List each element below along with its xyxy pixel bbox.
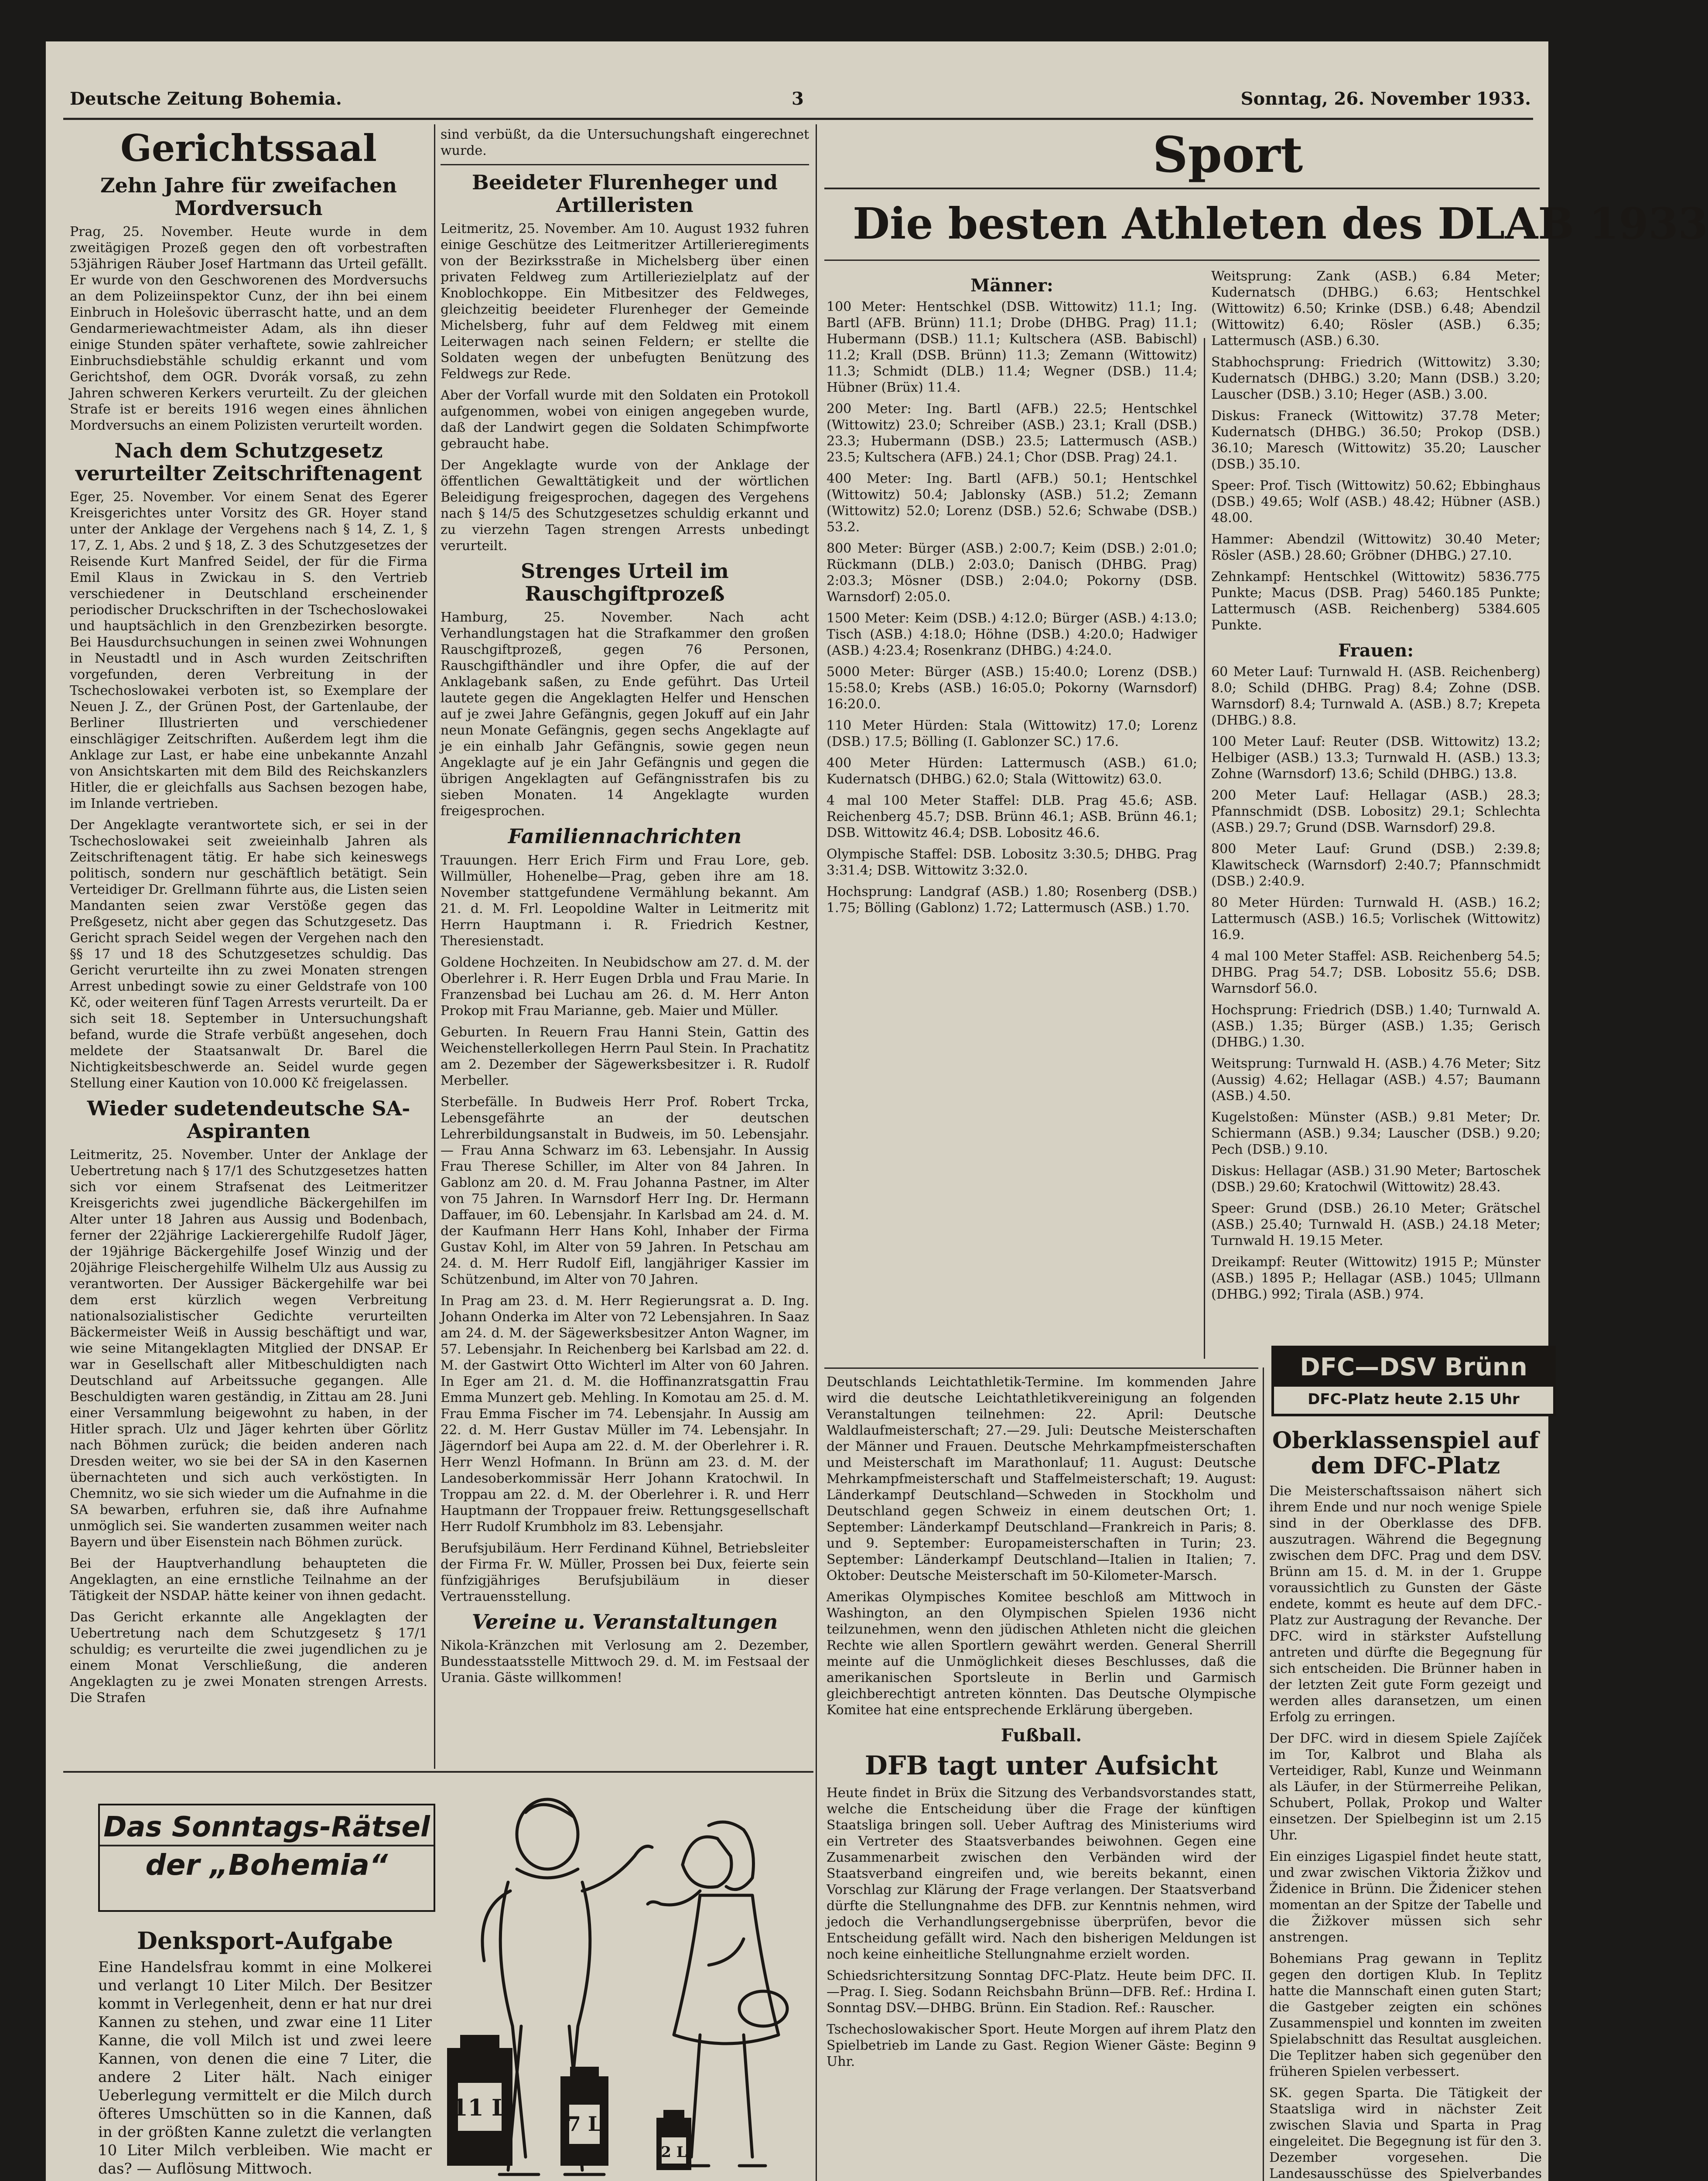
result-line: 80 Meter Hürden: Turnwald H. (ASB.) 16.2; Lattermusch (ASB.) 16.5; Vorlischek (Wittowitz) 16.9. (1211, 895, 1541, 943)
events-text: Nikola-Kränzchen mit Verlosung am 2. Dezember, Bundesstaatsstelle Mittwoch 29. d. M. im Festsaal der Urania. Gäste willkommen! (441, 1638, 809, 1686)
article-body: Das Gericht erkannte alle Angeklagten der Uebertretung nach dem Schutzgesetz § 17/1 schuldig; es verurteilte die zwei jugendlichen zu je einem Monat Verschließung, die anderen Angeklagten zu je zwei Monaten strengen Arrests. Die Strafen (70, 1610, 427, 1706)
league-text: Bohemians Prag gewann in Teplitz gegen den dortigen Klub. In Teplitz hatte die Mannschaft einen guten Start; die Gastgeber zeigten ein schönes Zusammenspiel und konnten im zweiten Spielabschnitt das Resultat ausgleichen. Die Teplitzer haben sich gegenüber den früheren Spielen verbessert. (1269, 1951, 1542, 2080)
result-line: 5000 Meter: Bürger (ASB.) 15:40.0; Lorenz (DSB.) 15:58.0; Krebs (ASB.) 16:05.0; Pokorny (Warnsdorf) 16:20.0. (827, 664, 1197, 712)
article-body: Hamburg, 25. November. Nach acht Verhandlungstagen hat die Strafkammer den großen Rauschgiftprozeß, gegen 76 Personen, Rauschgifthändler und ihre Opfer, die auf der Anklagebank saßen, zu Ende geführt. Das Urteil lautete gegen die Angeklagten Helfer und Henschen auf je zwei Jahre Gefängnis, gegen Jokuff auf ein Jahr neun Monate Gefängnis, gegen sechs Angeklagte auf je ein einhalb Jahr Gefängnis, sowie gegen neun Angeklagte auf je ein Jahr Gefängnis und gegen die übrigen Angeklagten auf Gefängnisstrafen bis zu sieben Monaten. 14 Angeklagte wurden freigesprochen. (441, 610, 809, 819)
section-rule (63, 1771, 813, 1773)
puzzle-task-text: Eine Handelsfrau kommt in eine Molkerei und verlangt 10 Liter Milch. Der Besitzer kommt in Verlegenheit, denn er hat nur drei Kannen zu stehen, und zwar eine 11 Liter Kanne, die voll Milch ist und zwei leere Kannen, von denen die eine 7 Liter, die andere 2 Liter hält. Nach einiger Ueberlegung vermittelt er die Milch durch öfteres Umschütten so in die Kannen, daß in der größten Kanne zuletzt die verlangten 10 Liter Milch verbleiben. Wie macht er das? — Auflösung Mittwoch. (98, 1959, 432, 2178)
article-title: Beeideter Flurenheger und Artilleristen (471, 171, 778, 217)
puzzle-task-title: Denksport-Aufgabe (137, 1927, 393, 1955)
article-title: Zehn Jahre für zweifachen Mordversuch (100, 174, 397, 220)
events-title: Vereine u. Veranstaltungen (471, 1610, 778, 1634)
football-headline: DFB tagt unter Aufsicht (864, 1750, 1218, 1781)
column-rule (1263, 1367, 1264, 2181)
article-body: Der Angeklagte verantwortete sich, er sei in der Tschechoslowakei seit zweieinhalb Jahren als Zeitschriftenagent tätig. Er habe sich keineswegs politisch, sondern nur geschäftlich betätigt. Sein Verteidiger Dr. Grellmann führte aus, die Listen seien Mandanten seien zwar Verstöße gegen das Preßgesetz, nicht aber gegen das Schutzgesetz. Das Gericht sprach Seidel wegen der Vergehen nach den §§ 17 und 18 des Schutzgesetzes schuldig. Das Gericht verurteilte ihn zu zwei Monaten strengen Arrest unbedingt sowie zu einer Geldstrafe von 100 Kč, oder weiteren fünf Tagen Arrests verurteilt. Da er sich seit 18. September in Untersuchungshaft befand, wurde die Strafe verbüßt angesehen, doch meldete der Staatsanwalt Dr. Barel die Nichtigkeitsbeschwerde an. Seidel wurde gegen Stellung einer Kaution von 10.000 Kč freigelassen. (70, 817, 427, 1091)
article-title: Wieder sudetendeutsche SA-Aspiranten (87, 1097, 410, 1143)
result-line: Speer: Prof. Tisch (Wittowitz) 50.62; Ebbinghaus (DSB.) 49.65; Wolf (ASB.) 48.42; Hübner (ASB.) 48.00. (1211, 478, 1541, 526)
women-heading: Frauen: (1338, 640, 1414, 661)
puzzle-text-column (98, 1921, 432, 2181)
header-rule (63, 118, 1533, 120)
article-body: Leitmeritz, 25. November. Am 10. August 1932 fuhren einige Geschütze des Leitmeritzer Artillerieregiments von der Bezirksstraße in Michelsberg über einen privaten Feldweg zum Artilleriezielplatz auf der Knoblochkoppe. Ein Mitbesitzer des Feldweges, gleichzeitig beeideter Flurenheger der Gemeinde Michelsberg, fuhr auf dem Feldweg mit einem Leiterwagen nach seinen Feldern; er stellte die Soldaten wegen der unbefugten Benützung des Feldwegs zur Rede. (441, 221, 809, 382)
sport-rule (824, 188, 1540, 189)
article-body: Leitmeritz, 25. November. Unter der Anklage der Uebertretung nach § 17/1 des Schutzgesetzes hatten sich vor einem Strafsenat des Leitmeritzer Kreisgerichts zwei jugendliche Bäckergehilfen im Alter unter 18 Jahren aus Aussig und Bodenbach, ferner der 22jährige Lackierergehilfe Rudolf Jäger, der 19jährige Bäckergehilfe Josef Winzig und der 20jährige Fleischergehilfe Wilhelm Ulz aus Aussig zu verantworten. Der Aussiger Bäckergehilfe war bei dem erst kürzlich wegen Verbreitung nationalsozialistischer Gedichte verurteilten Bäckermeister Weiß in Aussig beschäftigt und war, wie seine Mitangeklagten Mitglied der DNSAP. Er war in Gesellschaft aller Mitbeschuldigten nach Deutschland auf Arbeitssuche gegangen. Alle Beschuldigten waren geständig, in Zittau am 28. Juni einer Versammlung beigewohnt zu haben, in der Hitler sprach. Ulz und Jäger kehrten über Görlitz nach Böhmen zurück; die beiden anderen nach Dresden weiter, wo sie bei der SA in den Kasernen übernachteten und sich auch verköstigten. In Chemnitz, wo sie sich wieder um die Aufnahme in die SA bewarben, erfuhren sie, daß ihre Aufnahme unmöglich sei. Sie wanderten zusammen weiter nach Bayern und über Eisenstein nach Böhmen zurück. (70, 1147, 427, 1550)
issue-date: Sonntag, 26. November 1933. (1240, 89, 1531, 109)
family-news-text: In Prag am 23. d. M. Herr Regierungsrat a. D. Ing. Johann Onderka im Alter von 72 Lebensjahren. In Saaz am 24. d. M. der Sägewerksbesitzer Anton Wagner, im 57. Lebensjahr. In Reichenberg bei Karlsbad am 22. d. M. der Gastwirt Otto Wichterl im Alter von 60 Jahren. In Eger am 21. d. M. die Hoffinanzratsgattin Frau Emma Munzert geb. Mehling. In Komotau am 25. d. M. Frau Emma Fischer im 74. Lebensjahr. In Aussig am 22. d. M. Herr Gustav Müller im 74. Lebensjahr. In Jägerndorf bei Aupa am 22. d. M. der Oberlehrer i. R. Herr Wenzl Hofmann. In Brünn am 23. d. M. der Landesoberkommissär Herr Johann Kratochwil. In Troppau am 22. d. M. der Oberlehrer i. R. und Herr Hauptmann der Troppauer freiw. Rettungsgesellschaft Herr Rudolf Krumbholz im 83. Lebensjahr. (441, 1293, 809, 1535)
column-rule (1204, 338, 1205, 1359)
article-body: Aber der Vorfall wurde mit den Soldaten ein Protokoll aufgenommen, wobei von einigen angegeben wurde, daß der Landwirt gegen die Soldaten Schimpfworte gebraucht habe. (441, 388, 809, 452)
article-body: Bei der Hauptverhandlung behaupteten die Angeklagten, an eine ernstliche Teilnahme an der Tätigkeit der NSDAP. hätte keiner von ihnen gedacht. (70, 1556, 427, 1604)
result-line: 800 Meter: Bürger (ASB.) 2:00.7; Keim (DSB.) 2:01.0; Rückmann (DLB.) 2:03.0; Danisch (DHBG. Prag) 2:03.3; Mösner (DSB.) 2:04.0; Pokorny (DSB. Warnsdorf) 2:05.0. (827, 541, 1197, 605)
league-text: SK. gegen Sparta. Die Tätigkeit der Staatsliga wird in nächster Zeit zwischen Slavia und Sparta in Prag eingeleitet. Die Begegnung ist für den 3. Dezember vorgesehen. Die Landesausschüsse des Spielverbandes (1269, 2085, 1542, 2181)
paper-name: Deutsche Zeitung Bohemia. (70, 89, 342, 109)
section-rule (824, 1367, 1258, 1369)
result-line: 60 Meter Lauf: Turnwald H. (ASB. Reichenberg) 8.0; Schild (DHBG. Prag) 8.4; Zohne (DSB. Warnsdorf) 8.4; Turnwald A. (ASB.) 8.7; Krepeta (DHBG.) 8.8. (1211, 664, 1541, 728)
court-column (70, 126, 427, 1767)
league-text: Die Meisterschaftssaison nähert sich ihrem Ende und nur noch wenige Spiele sind in der Oberklasse des DFB. auszutragen. Während die Begegnung zwischen dem DFC. Prag und dem DSV. Brünn am 15. d. M. in der 1. Gruppe voraussichtlich zu Gunsten der Gäste endete, kommt es heute auf dem DFC.-Platz zur Austragung der Revanche. Der DFC. wird in stärkster Aufstellung antreten und dürfte die Begegnung für sich entscheiden. Die Brünner haben in der letzten Zeit gute Form gezeigt und werden alles daransetzen, um einen Erfolg zu erringen. (1269, 1484, 1542, 1725)
football-text: Tschechoslowakischer Sport. Heute Morgen auf ihrem Platz den Spielbetrieb im Lande zu Gast. Region Wiener Gäste: Beginn 9 Uhr. (827, 2022, 1256, 2070)
family-news-text: Sterbefälle. In Budweis Herr Prof. Robert Trcka, Lebensgefährte an der deutschen Lehrerbildungsanstalt in Budweis, im 50. Lebensjahr. — Frau Anna Schwarz im 63. Lebensjahr. In Aussig Frau Therese Schiller, im Alter von 84 Jahren. In Gablonz am 20. d. M. Frau Johanna Pastner, im Alter von 75 Jahren. In Warnsdorf Herr Ing. Dr. Hermann Daffauer, im 60. Lebensjahr. In Karlsbad am 24. d. M. der Kaufmann Herr Hans Kohl, Inhaber der Firma Gustav Kohl, im Alter von 59 Jahren. In Petschau am 24. d. M. Herr Rudolf Eifl, langjähriger Kassier im Schützenbund, im Alter von 70 Jahren. (441, 1094, 809, 1287)
article-body: Prag, 25. November. Heute wurde in dem zweitägigen Prozeß gegen den oft vorbestraften 53jährigen Räuber Josef Hartmann das Urteil gefällt. Er wurde von den Geschworenen des Mordversuchs an dem Polizeiinspektor Cunz, der ihn bei einem Einbruch in Holešovic überrascht hatte, und an dem Gendarmeriewachtmeister Adam, als ihn dieser einige Stunden später verhaftete, sowie zahlreicher Einbruchsdiebstähle schuldig erkannt und vom Gerichtshof, dem OGR. Dvorák vorsaß, zu zehn Jahren schweren Kerkers verurteilt. Zu der gleichen Strafe ist er bereits 1916 wegen eines ähnlichen Mordversuchs an einem Polizisten verurteilt worden. (70, 224, 427, 434)
result-line: 400 Meter: Ing. Bartl (AFB.) 50.1; Hentschkel (Wittowitz) 50.4; Jablonsky (ASB.) 51.2; Zemann (Wittowitz) 52.0; Lorenz (DSB.) 52.6; Schwabe (DSB.) 53.2. (827, 471, 1197, 535)
league-column (1269, 1422, 1542, 2181)
court-section-title: Gerichtssaal (120, 126, 377, 170)
result-line: Olympische Staffel: DSB. Lobositz 3:30.5; DHBG. Prag 3:31.4; DSB. Wittowitz 3:32.0. (827, 847, 1197, 878)
result-line: Dreikampf: Reuter (Wittowitz) 1915 P.; Münster (ASB.) 1895 P.; Hellagar (ASB.) 1045; Ullmann (DHBG.) 992; Tirala (ASB.) 974. (1211, 1255, 1541, 1302)
result-line: Stabhochsprung: Friedrich (Wittowitz) 3.30; Kudernatsch (DHBG.) 3.20; Mann (DSB.) 3.20; Lauscher (DSB.) 3.10; Heger (ASB.) 3.00. (1211, 355, 1541, 402)
newspaper-page (46, 41, 1708, 2181)
league-text: Der DFC. wird in diesem Spiele Zajíček im Tor, Kalbrot und Blaha als Verteidiger, Rabl, Kunze und Weinmann als Läufer, in der Stürmerreihe Pelikan, Schubert, Pollak, Prokop und Walter einsetzen. Der Spielbeginn ist um 2.15 Uhr. (1269, 1731, 1542, 1843)
can-11-label: 11 L (452, 2095, 508, 2121)
men-heading: Männer: (970, 275, 1053, 296)
puzzle-title: Das Sonntags-Rätsel (103, 1811, 430, 1843)
sport-news-column (827, 1374, 1256, 2181)
football-text: Heute findet in Brüx die Sitzung des Verbandsvorstandes statt, welche die Entscheidung über die Frage der künftigen Staatsliga bringen soll. Ueber Auftrag des Ministeriums wird ein Vertreter des Staatsverbandes beiwohnen. Gegen eine Zusammenarbeit zwischen den Verbänden wird der Staatsverband eingreifen und, wie bereits bekannt, einen Vorschlag zur Klärung der Frage verlangen. Der Staatsverband dürfte die Stellungnahme des DFB. zur Kenntnis nehmen, wird jedoch die Verhandlungsergebnisse überprüfen, bevor die Entscheidung gefällt wird. Nach den bisherigen Meldungen ist noch keine einheitliche Stellungnahme erzielt worden. (827, 1785, 1256, 1962)
result-line: Hammer: Abendzil (Wittowitz) 30.40 Meter; Rösler (ASB.) 28.60; Gröbner (DHBG.) 27.10. (1211, 532, 1541, 563)
continued-text: sind verbüßt, da die Untersuchungshaft eingerechnet wurde. (441, 127, 809, 158)
article-title: Strenges Urteil im Rauschgiftprozeß (521, 559, 729, 605)
result-line: 100 Meter: Hentschkel (DSB. Wittowitz) 11.1; Ing. Bartl (AFB. Brünn) 11.1; Drobe (DHBG. Prag) 11.1; Hubermann (DSB.) 11.1; Kultschera (ASB. Babischl) 11.2; Krall (DSB. Brünn) 11.3; Zemann (Wittowitz) 11.3; Schmidt (DLB.) 11.4; Wegner (DSB.) 11.4; Hübner (Brüx) 11.4. (827, 299, 1197, 395)
result-line: Diskus: Franeck (Wittowitz) 37.78 Meter; Kudernatsch (DHBG.) 36.50; Prokop (DSB.) 36.10; Maresch (Wittowitz) 35.20; Lauscher (DSB.) 35.10. (1211, 408, 1541, 472)
article-rule (441, 164, 809, 165)
result-line: 110 Meter Hürden: Stala (Wittowitz) 17.0; Lorenz (DSB.) 17.5; Bölling (I. Gablonzer SC.) 17.6. (827, 718, 1197, 749)
ad-match-title: DFC—DSV Brünn (1274, 1348, 1553, 1387)
result-line: 4 mal 100 Meter Staffel: DLB. Prag 45.6; ASB. Reichenberg 45.7; DSB. Brünn 46.1; ASB. Brünn 46.1; DSB. Wittowitz 46.4; DSB. Lobositz 46.6. (827, 793, 1197, 841)
match-advertisement (1271, 1346, 1556, 1416)
can-2-label: 2 L (661, 2143, 687, 2161)
result-line: Weitsprung: Turnwald H. (ASB.) 4.76 Meter; Sitz (Aussig) 4.62; Hellagar (ASB.) 4.57; Baumann (ASB.) 4.50. (1211, 1056, 1541, 1104)
result-line: Zehnkampf: Hentschkel (Wittowitz) 5836.775 Punkte; Macus (DSB. Prag) 5460.185 Punkte; Lattermusch (ASB. Reichenberg) 5384.605 Punkte. (1211, 569, 1541, 633)
result-line: 200 Meter Lauf: Hellagar (ASB.) 28.3; Pfannschmidt (DSB. Lobositz) 29.1; Schlechta (ASB.) 29.7; Grund (DSB. Warnsdorf) 29.8. (1211, 788, 1541, 835)
result-line: 400 Meter Hürden: Lattermusch (ASB.) 61.0; Kudernatsch (DHBG.) 62.0; Stala (Wittowitz) 63.0. (827, 755, 1197, 787)
article-title: Nach dem Schutzgesetz verurteilter Zeitschriftenagent (75, 439, 422, 485)
article-body: Der Angeklagte wurde von der Anklage der öffentlichen Gewalttätigkeit und der wörtlichen Beleidigung freigesprochen, dagegen des Vergehens nach § 14/5 des Schutzgesetzes schuldig erkannt und zu vierzehn Tagen strengen Arrests unbedingt verurteilt. (441, 458, 809, 554)
result-line: 100 Meter Lauf: Reuter (DSB. Wittowitz) 13.2; Helbiger (ASB.) 13.3; Turnwald H. (ASB.) 13.3; Zohne (Warnsdorf) 13.6; Schild (DHBG.) 13.8. (1211, 734, 1541, 782)
puzzle-subtitle: der „Bohemia“ (145, 1848, 388, 1882)
league-headline: Oberklassenspiel auf dem DFC-Platz (1272, 1427, 1539, 1480)
family-news-text: Goldene Hochzeiten. In Neubidschow am 27. d. M. der Oberlehrer i. R. Herr Eugen Drbla und Frau Marie. In Franzensbad bei Luchau am 26. d. M. Herr Anton Prokop mit Frau Marianne, geb. Maier und Müller. (441, 954, 809, 1019)
sport-news-text: Amerikas Olympisches Komitee beschloß am Mittwoch in Washington, an den Olympischen Spielen 1936 nicht teilzunehmen, wenn den jüdischen Athleten nicht die gleichen Rechte wie allen Sportlern gewährt werden. General Sherrill meinte auf die Unmöglichkeit dieses Beschlusses, daß die amerikanischen Sportsleute in Berlin und Garmisch gleichberechtigt antreten könnten. Das Deutsche Olympische Komitee hat eine entsprechende Erklärung übergeben. (827, 1590, 1256, 1718)
result-line: 1500 Meter: Keim (DSB.) 4:12.0; Bürger (ASB.) 4:13.0; Tisch (ASB.) 4:18.0; Höhne (DSB.) 4:20.0; Hadwiger (ASB.) 4:23.4; Rosenkranz (DHBG.) 4:24.0. (827, 611, 1197, 658)
family-news-title: Familiennachrichten (508, 824, 742, 848)
result-line: 4 mal 100 Meter Staffel: ASB. Reichenberg 54.5; DHBG. Prag 54.7; DSB. Lobositz 55.6; DSB. Warnsdorf 56.0. (1211, 949, 1541, 996)
result-line: Speer: Grund (DSB.) 26.10 Meter; Grätschel (ASB.) 25.40; Turnwald H. (ASB.) 24.18 Meter; Turnwald H. 19.15 Meter. (1211, 1201, 1541, 1248)
result-line: Hochsprung: Landgraf (ASB.) 1.80; Rosenberg (DSB.) 1.75; Bölling (Gablonz) 1.72; Lattermusch (ASB.) 1.70. (827, 884, 1197, 916)
result-line: 800 Meter Lauf: Grund (DSB.) 2:39.8; Klawitscheck (Warnsdorf) 2:40.7; Pfannschmidt (DSB.) 2:40.9. (1211, 841, 1541, 889)
results-column-women (1211, 268, 1541, 1333)
result-line: 200 Meter: Ing. Bartl (AFB.) 22.5; Hentschkel (Wittowitz) 23.0; Schreiber (ASB.) 23.1; Krall (DSB.) 23.3; Hubermann (DSB.) 23.5; Lattermusch (ASB.) 23.5; Kultschera (AFB.) 24.1; Chor (DSB. Prag) 24.1. (827, 401, 1197, 465)
puzzle-title-box (98, 1804, 435, 1912)
result-line: Hochsprung: Friedrich (DSB.) 1.40; Turnwald A. (ASB.) 1.35; Bürger (ASB.) 1.35; Gerisch (DHBG.) 1.30. (1211, 1002, 1541, 1050)
puzzle-illustration (438, 1782, 822, 2181)
family-news-text: Trauungen. Herr Erich Firm und Frau Lore, geb. Willmüller, Hohenelbe—Prag, geben ihre am 18. November stattgefundene Vermählung bekannt. Am 21. d. M. Frl. Leopoldine Walter in Leitmeritz mit Herrn Hauptmann i. R. Friedrich Kestner, Theresienstadt. (441, 852, 809, 949)
sport-headline: Die besten Athleten des DLAB 1933 (853, 199, 1708, 249)
page-number: 3 (792, 89, 804, 109)
can-7-label: 7 L (567, 2112, 602, 2136)
running-header (46, 89, 1548, 115)
column-rule (434, 124, 435, 1769)
article-body: Eger, 25. November. Vor einem Senat des Egerer Kreisgerichtes unter Vorsitz des GR. Hoyer stand unter der Anklage der Vergehens nach § 14, Z. 1, § 17, Z. 1, Abs. 2 und § 18, Z. 3 des Schutzgesetzes der Reisende Kurt Manfred Seidel, der für die Firma Emil Klaus in Zwickau in S. den Vertrieb verschiedener in Deutschland erscheinender periodischer Druckschriften in der Tschechoslowakei und hauptsächlich in den Grenzbezirken besorgte. Bei Hausdurchsuchungen in seinen zwei Wohnungen in Neustadtl und in Asch wurden Zeitschriften vorgefunden, deren Verbreitung in der Tschechoslowakei verboten ist, so Exemplare der Neuen J. Z., der Grünen Post, der Gartenlaube, der Berliner Illustrierten und verschiedener einschlägiger Zeitschriften. Außerdem legt ihm die Anklage zur Last, er habe eine unbekannte Anzahl von Ansichtskarten mit dem Bild des Reichskanzlers Hitler, die er gleichfalls aus Sachsen bezogen habe, im Inlande vertrieben. (70, 489, 427, 812)
result-line: Kugelstoßen: Münster (ASB.) 9.81 Meter; Dr. Schiermann (ASB.) 9.34; Lauscher (DSB.) 9.20; Pech (DSB.) 9.10. (1211, 1110, 1541, 1157)
football-label: Fußball. (1001, 1725, 1082, 1746)
sport-rule (824, 260, 1540, 261)
result-line: Weitsprung: Zank (ASB.) 6.84 Meter; Kudernatsch (DHBG.) 6.63; Hentschkel (Wittowitz) 6.50; Krinke (DSB.) 6.48; Abendzil (Wittowitz) 6.40; Rösler (ASB.) 6.35; Lattermusch (ASB.) 6.30. (1211, 269, 1541, 349)
sport-news-text: Deutschlands Leichtathletik-Termine. Im kommenden Jahre wird die deutsche Leichtathletikvereinigung an folgenden Veranstaltungen teilnehmen: 22. April: Deutsche Waldlaufmeisterschaft; 27.—29. Juli: Deutsche Meisterschaften der Männer und Frauen. Deutsche Mehrkampfmeisterschaften und Meisterschaft im Marathonlauf; 11. August: Deutsche Mehrkampfmeisterschaft und Staffelmeisterschaft; 19. August: Länderkampf Deutschland—Schweden in Stockholm und Deutschland gegen Schweiz in einem deutschen Ort; 1. September: Länderkampf Deutschland—Frankreich in Paris; 8. und 9. September: Europameisterschaften in Turin; 23. September: Länderkampf Deutschland—Italien in Italien; 7. Oktober: Deutsche Meisterschaft im 50-Kilometer-Marsch. (827, 1374, 1256, 1583)
result-line: Diskus: Hellagar (ASB.) 31.90 Meter; Bartoschek (DSB.) 29.60; Kratochwil (Wittowitz) 28.43. (1211, 1163, 1541, 1195)
puzzle-title-rule (100, 1845, 434, 1846)
sport-section-title: Sport (1152, 126, 1303, 184)
league-text: Ein einziges Ligaspiel findet heute statt, und zwar zwischen Viktoria Žižkov und Židenice in Brünn. Die Židenicer stehen momentan an der Spitze der Tabelle und die Žižkover müssen sich sehr anstrengen. (1269, 1849, 1542, 1945)
family-news-text: Geburten. In Reuern Frau Hanni Stein, Gattin des Weichenstellerkollegen Herrn Paul Stein. In Prachatitz am 2. Dezember der Sägewerksbesitzer i. R. Rudolf Merbeller. (441, 1024, 809, 1088)
results-column-men (827, 268, 1197, 1359)
can-2-liter (656, 2110, 691, 2170)
family-news-text: Berufsjubiläum. Herr Ferdinand Kühnel, Betriebsleiter der Firma Fr. W. Müller, Prossen bei Dux, feierte sein fünfzigjähriges Berufsjubiläum in dieser Vertrauensstellung. (441, 1540, 809, 1604)
ad-match-time: DFC-Platz heute 2.15 Uhr (1308, 1391, 1520, 1408)
middle-column (441, 126, 809, 1767)
football-text: Schiedsrichtersitzung Sonntag DFC-Platz. Heute beim DFC. II.—Prag. I. Sieg. Sodann Reichsbahn Brünn—DFB. Ref.: Hrdina I. Sonntag DSV.—DHBG. Brünn. Ein Stadion. Ref.: Rauscher. (827, 1968, 1256, 2016)
